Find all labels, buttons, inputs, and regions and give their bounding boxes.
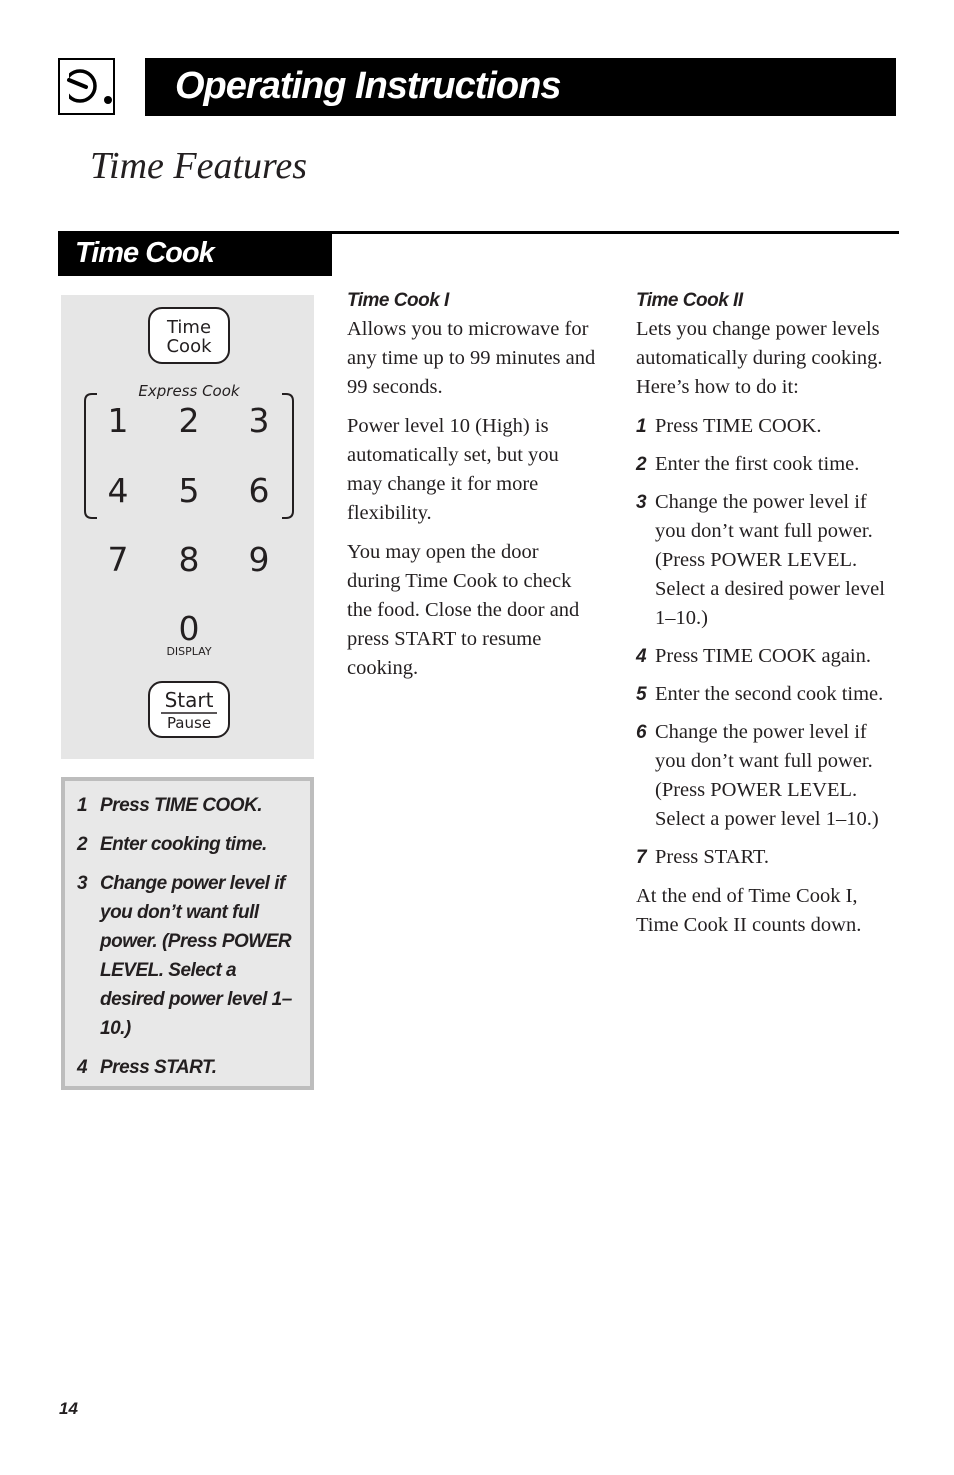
step-text: Enter the first cook time. [655,453,860,475]
express-cook-left-bracket [85,394,97,518]
step-text: Enter the second cook time. [655,683,884,705]
quick-step [77,869,302,1043]
step-text: Press START. [655,846,770,868]
display-label: DISPLAY [166,645,212,658]
digit-key-8: 8 [178,540,200,579]
step-text: Change power level if you don’t want full power. (Press POWER LEVEL. Select a desired power level 1–10.) [100,873,292,1039]
step-number: 1 [636,416,647,437]
step-item [636,680,900,709]
quick-steps-box [61,777,314,1090]
header-title: Operating Instructions [175,65,561,107]
pause-key-label: Pause [166,714,212,732]
time-cook-1-heading: Time Cook I [347,290,449,311]
time-cook-key-label-2: Cook [166,336,212,357]
keypad-illustration [61,295,314,759]
quick-steps-list [77,791,302,1092]
step-text: Press TIME COOK again. [655,645,871,667]
quick-step [77,791,302,820]
digit-key-6: 6 [248,471,270,510]
express-cook-label: Express Cook [138,382,240,400]
step-item [636,843,900,872]
step-item [636,642,900,671]
time-cook-key-label-1: Time [166,317,212,338]
step-number: 6 [636,722,647,743]
intro-paragraph: Lets you change power levels automatically during cooking. Here’s how to do it: [636,318,883,398]
start-key-label: Start [164,688,214,712]
paragraph: You may open the door during Time Cook to check the food. Close the door and press START to resume cooking. [347,541,580,679]
oven-dial-icon [58,58,115,115]
digit-key-0: 0 [178,609,200,648]
time-cook-2-column [636,286,900,950]
step-item [636,488,900,633]
step-number: 3 [636,492,647,513]
digit-key-7: 7 [107,540,129,579]
time-cook-2-steps [636,412,900,872]
step-number: 4 [77,1057,88,1078]
digit-key-9: 9 [248,540,270,579]
step-text: Change the power level if you don’t want full power. (Press POWER LEVEL. Select a desired power level 1–10.) [655,491,885,629]
digit-key-4: 4 [107,471,129,510]
step-number: 2 [636,454,647,475]
step-number: 7 [636,847,647,868]
subsection-title: Time Cook [75,237,214,269]
step-item [636,450,900,479]
digit-key-2: 2 [178,401,200,440]
paragraph: Allows you to microwave for any time up to 99 minutes and 99 seconds. [347,318,596,398]
subsection-bar [58,233,332,276]
express-cook-right-bracket [282,394,293,518]
step-text: Press START. [100,1057,217,1078]
step-item [636,718,900,834]
step-text: Press TIME COOK. [655,415,822,437]
time-cook-1-column [347,286,597,693]
step-number: 2 [77,834,88,855]
digit-key-5: 5 [178,471,200,510]
step-text: Enter cooking time. [100,834,267,855]
quick-step [77,1053,302,1082]
page-number: 14 [59,1399,78,1418]
paragraph: Power level 10 (High) is automatically set, but you may change it for more flexibility. [347,415,559,524]
step-number: 1 [77,795,88,816]
digit-key-1: 1 [107,401,129,440]
digit-key-3: 3 [248,401,270,440]
step-number: 4 [636,646,647,667]
step-number: 3 [77,873,88,894]
outro-paragraph: At the end of Time Cook I, Time Cook II counts down. [636,885,862,936]
step-text: Press TIME COOK. [100,795,262,816]
time-cook-2-heading: Time Cook II [636,290,743,311]
section-title: Time Features [90,145,308,187]
quick-step [77,830,302,859]
step-text: Change the power level if you don’t want full power. (Press POWER LEVEL. Select a power level 1–10.) [655,721,879,830]
step-item [636,412,900,441]
step-number: 5 [636,684,647,705]
header-bar [145,58,896,116]
